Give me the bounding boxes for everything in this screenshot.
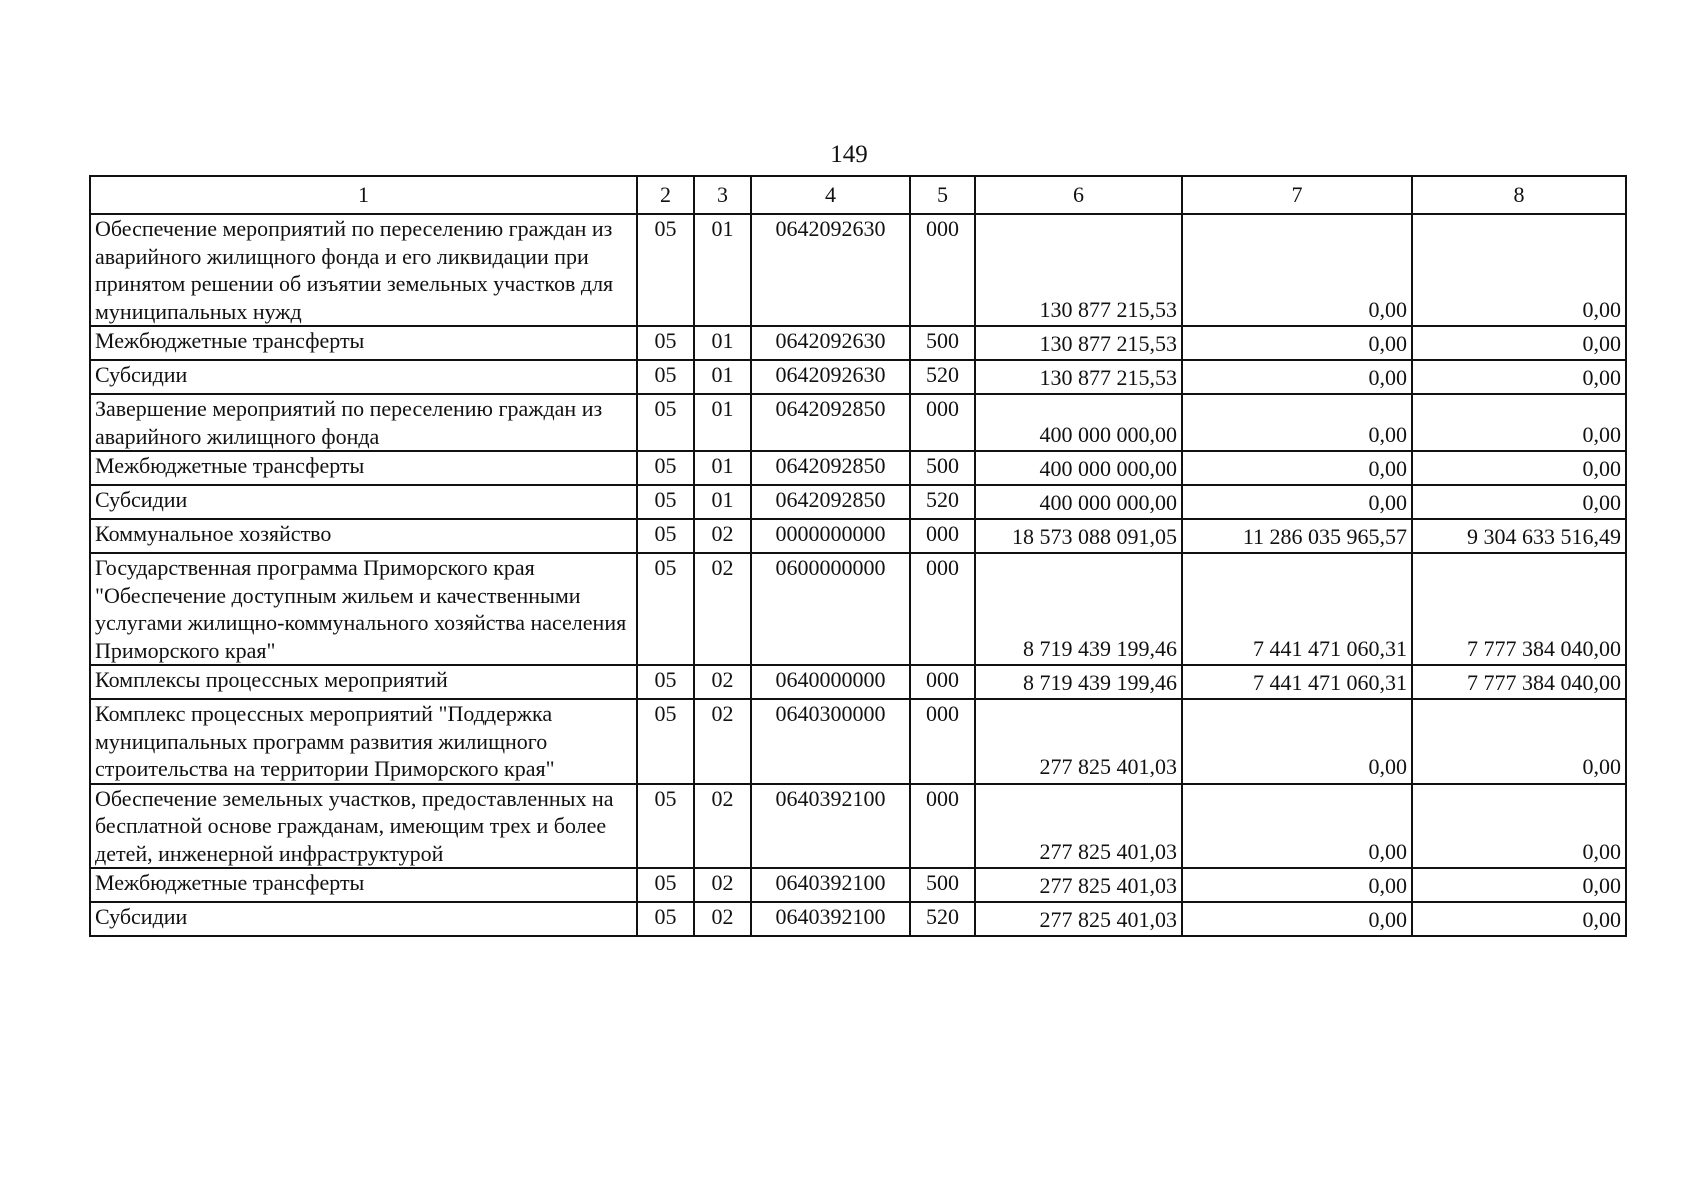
expense-type-cell: 520 <box>910 360 975 394</box>
amount-cell: 0,00 <box>1182 784 1412 869</box>
amount-cell: 277 825 401,03 <box>975 868 1182 902</box>
amount-cell: 7 441 471 060,31 <box>1182 553 1412 665</box>
subsection-code-cell: 02 <box>694 553 751 665</box>
amount-cell: 277 825 401,03 <box>975 699 1182 784</box>
section-code-cell: 05 <box>637 519 694 553</box>
amount-cell: 0,00 <box>1412 214 1626 326</box>
section-code-cell: 05 <box>637 326 694 360</box>
expense-type-cell: 500 <box>910 868 975 902</box>
amount-cell: 0,00 <box>1182 326 1412 360</box>
target-code-cell: 0640392100 <box>751 902 910 936</box>
amount-cell: 0,00 <box>1412 699 1626 784</box>
target-code-cell: 0642092850 <box>751 451 910 485</box>
amount-cell: 0,00 <box>1412 326 1626 360</box>
item-name-cell: Субсидии <box>90 485 637 519</box>
section-code-cell: 05 <box>637 485 694 519</box>
column-header: 7 <box>1182 176 1412 214</box>
amount-cell: 0,00 <box>1182 868 1412 902</box>
item-name-cell: Межбюджетные трансферты <box>90 451 637 485</box>
amount-cell: 400 000 000,00 <box>975 394 1182 451</box>
table-row <box>90 326 1626 360</box>
table-row <box>90 519 1626 553</box>
amount-cell: 9 304 633 516,49 <box>1412 519 1626 553</box>
item-name-cell: Обеспечение мероприятий по переселению граждан из аварийного жилищного фонда и его ликвидации при принятом решении об изъятии земельных участков для муниципальных нужд <box>90 214 637 326</box>
amount-cell: 130 877 215,53 <box>975 326 1182 360</box>
expense-type-cell: 000 <box>910 665 975 699</box>
amount-cell: 130 877 215,53 <box>975 360 1182 394</box>
section-code-cell: 05 <box>637 699 694 784</box>
item-name-cell: Комплекс процессных мероприятий "Поддержка муниципальных программ развития жилищного строительства на территории Приморского края" <box>90 699 637 784</box>
item-name-cell: Субсидии <box>90 360 637 394</box>
item-name-cell: Государственная программа Приморского края "Обеспечение доступным жильем и качественными услугами жилищно-коммунального хозяйства населения Приморского края" <box>90 553 637 665</box>
amount-cell: 0,00 <box>1182 214 1412 326</box>
amount-cell: 400 000 000,00 <box>975 451 1182 485</box>
amount-cell: 0,00 <box>1412 360 1626 394</box>
target-code-cell: 0642092850 <box>751 485 910 519</box>
amount-cell: 7 441 471 060,31 <box>1182 665 1412 699</box>
table-row <box>90 360 1626 394</box>
target-code-cell: 0640392100 <box>751 868 910 902</box>
target-code-cell: 0642092630 <box>751 326 910 360</box>
amount-cell: 0,00 <box>1182 451 1412 485</box>
amount-cell: 400 000 000,00 <box>975 485 1182 519</box>
section-code-cell: 05 <box>637 394 694 451</box>
section-code-cell: 05 <box>637 784 694 869</box>
amount-cell: 0,00 <box>1412 902 1626 936</box>
table-row <box>90 868 1626 902</box>
target-code-cell: 0640000000 <box>751 665 910 699</box>
amount-cell: 0,00 <box>1412 784 1626 869</box>
budget-table <box>89 175 1627 937</box>
subsection-code-cell: 02 <box>694 902 751 936</box>
item-name-cell: Межбюджетные трансферты <box>90 326 637 360</box>
section-code-cell: 05 <box>637 214 694 326</box>
table-row <box>90 784 1626 869</box>
amount-cell: 0,00 <box>1412 394 1626 451</box>
amount-cell: 11 286 035 965,57 <box>1182 519 1412 553</box>
expense-type-cell: 520 <box>910 902 975 936</box>
table-row <box>90 699 1626 784</box>
table-body <box>90 214 1626 936</box>
table-row <box>90 394 1626 451</box>
target-code-cell: 0642092630 <box>751 360 910 394</box>
table-row <box>90 214 1626 326</box>
expense-type-cell: 000 <box>910 784 975 869</box>
section-code-cell: 05 <box>637 868 694 902</box>
column-header: 5 <box>910 176 975 214</box>
column-header: 6 <box>975 176 1182 214</box>
section-code-cell: 05 <box>637 553 694 665</box>
amount-cell: 7 777 384 040,00 <box>1412 553 1626 665</box>
subsection-code-cell: 01 <box>694 451 751 485</box>
subsection-code-cell: 02 <box>694 519 751 553</box>
table-row <box>90 902 1626 936</box>
amount-cell: 130 877 215,53 <box>975 214 1182 326</box>
section-code-cell: 05 <box>637 360 694 394</box>
amount-cell: 8 719 439 199,46 <box>975 665 1182 699</box>
amount-cell: 0,00 <box>1182 485 1412 519</box>
column-header: 3 <box>694 176 751 214</box>
amount-cell: 0,00 <box>1182 360 1412 394</box>
column-header: 1 <box>90 176 637 214</box>
item-name-cell: Обеспечение земельных участков, предоставленных на бесплатной основе гражданам, имеющим трех и более детей, инженерной инфраструктурой <box>90 784 637 869</box>
table-row <box>90 553 1626 665</box>
subsection-code-cell: 01 <box>694 360 751 394</box>
column-header: 8 <box>1412 176 1626 214</box>
expense-type-cell: 000 <box>910 519 975 553</box>
item-name-cell: Завершение мероприятий по переселению граждан из аварийного жилищного фонда <box>90 394 637 451</box>
expense-type-cell: 000 <box>910 553 975 665</box>
amount-cell: 0,00 <box>1182 394 1412 451</box>
section-code-cell: 05 <box>637 902 694 936</box>
expense-type-cell: 520 <box>910 485 975 519</box>
item-name-cell: Межбюджетные трансферты <box>90 868 637 902</box>
subsection-code-cell: 01 <box>694 394 751 451</box>
amount-cell: 7 777 384 040,00 <box>1412 665 1626 699</box>
table-header-row <box>90 176 1626 214</box>
expense-type-cell: 500 <box>910 451 975 485</box>
expense-type-cell: 000 <box>910 699 975 784</box>
expense-type-cell: 000 <box>910 394 975 451</box>
subsection-code-cell: 01 <box>694 326 751 360</box>
amount-cell: 0,00 <box>1182 902 1412 936</box>
item-name-cell: Комплексы процессных мероприятий <box>90 665 637 699</box>
column-header: 2 <box>637 176 694 214</box>
target-code-cell: 0640300000 <box>751 699 910 784</box>
expense-type-cell: 000 <box>910 214 975 326</box>
table-row <box>90 451 1626 485</box>
target-code-cell: 0600000000 <box>751 553 910 665</box>
target-code-cell: 0642092850 <box>751 394 910 451</box>
amount-cell: 0,00 <box>1182 699 1412 784</box>
subsection-code-cell: 02 <box>694 699 751 784</box>
expense-type-cell: 500 <box>910 326 975 360</box>
amount-cell: 0,00 <box>1412 868 1626 902</box>
amount-cell: 18 573 088 091,05 <box>975 519 1182 553</box>
subsection-code-cell: 02 <box>694 868 751 902</box>
subsection-code-cell: 02 <box>694 665 751 699</box>
page-number: 149 <box>830 141 868 168</box>
section-code-cell: 05 <box>637 665 694 699</box>
table-row <box>90 665 1626 699</box>
amount-cell: 277 825 401,03 <box>975 784 1182 869</box>
table-row <box>90 485 1626 519</box>
subsection-code-cell: 01 <box>694 214 751 326</box>
target-code-cell: 0640392100 <box>751 784 910 869</box>
subsection-code-cell: 02 <box>694 784 751 869</box>
amount-cell: 0,00 <box>1412 451 1626 485</box>
subsection-code-cell: 01 <box>694 485 751 519</box>
column-header: 4 <box>751 176 910 214</box>
amount-cell: 277 825 401,03 <box>975 902 1182 936</box>
item-name-cell: Субсидии <box>90 902 637 936</box>
target-code-cell: 0642092630 <box>751 214 910 326</box>
amount-cell: 8 719 439 199,46 <box>975 553 1182 665</box>
section-code-cell: 05 <box>637 451 694 485</box>
target-code-cell: 0000000000 <box>751 519 910 553</box>
amount-cell: 0,00 <box>1412 485 1626 519</box>
item-name-cell: Коммунальное хозяйство <box>90 519 637 553</box>
